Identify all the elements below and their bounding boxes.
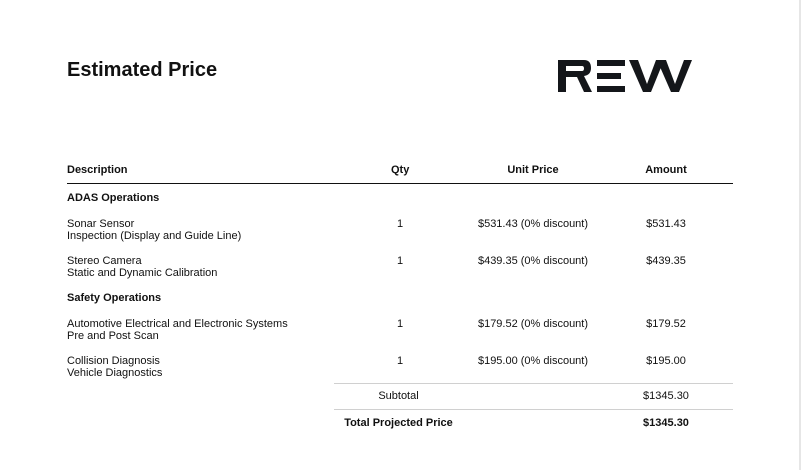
- estimate-table: [67, 163, 733, 392]
- item-description: [67, 255, 217, 279]
- total-label: Total Projected Price: [344, 417, 453, 429]
- item-qty: 1: [396, 255, 404, 267]
- table-row: [67, 355, 733, 392]
- item-unit-price: $195.00 (0% discount): [477, 355, 589, 367]
- item-amount: $531.43: [646, 218, 686, 230]
- item-description: [67, 218, 241, 242]
- column-header-amount: Amount: [645, 164, 687, 176]
- item-detail: Static and Dynamic Calibration: [67, 267, 218, 279]
- item-amount: $179.52: [646, 318, 686, 330]
- section-heading: ADAS Operations: [67, 192, 160, 204]
- column-header-description: Description: [67, 164, 128, 176]
- item-qty: 1: [396, 218, 404, 230]
- table-header: [67, 163, 733, 184]
- page-title: Estimated Price: [67, 59, 218, 81]
- item-amount: $195.00: [646, 355, 686, 367]
- item-detail: Pre and Post Scan: [67, 330, 159, 342]
- table-row: [67, 255, 733, 292]
- total-row: [334, 409, 733, 429]
- item-name: Stereo Camera: [67, 255, 142, 267]
- item-name: Sonar Sensor: [67, 218, 135, 230]
- item-name: Automotive Electrical and Electronic Systems: [67, 318, 288, 330]
- item-name: Collision Diagnosis: [67, 355, 160, 367]
- item-description: [67, 318, 288, 342]
- section-heading: Safety Operations: [67, 292, 162, 304]
- item-unit-price: $531.43 (0% discount): [477, 218, 589, 230]
- subtotal-divider: [334, 383, 733, 384]
- total-divider: [334, 409, 733, 410]
- item-amount: $439.35: [646, 255, 686, 267]
- item-qty: 1: [396, 355, 404, 367]
- item-unit-price: $179.52 (0% discount): [477, 318, 589, 330]
- item-detail: Inspection (Display and Guide Line): [67, 230, 242, 242]
- column-header-unit-price: Unit Price: [507, 164, 559, 176]
- total-value: $1345.30: [643, 417, 689, 429]
- item-detail: Vehicle Diagnostics: [67, 367, 163, 379]
- table-row: [67, 218, 733, 255]
- subtotal-value: $1345.30: [643, 390, 689, 402]
- subtotal-row: [334, 383, 733, 402]
- item-unit-price: $439.35 (0% discount): [477, 255, 589, 267]
- column-header-qty: Qty: [391, 164, 410, 176]
- item-description: [67, 355, 162, 379]
- item-qty: 1: [396, 318, 404, 330]
- table-row: [67, 318, 733, 355]
- revv-logo: [558, 60, 692, 92]
- subtotal-label: Subtotal: [378, 390, 419, 402]
